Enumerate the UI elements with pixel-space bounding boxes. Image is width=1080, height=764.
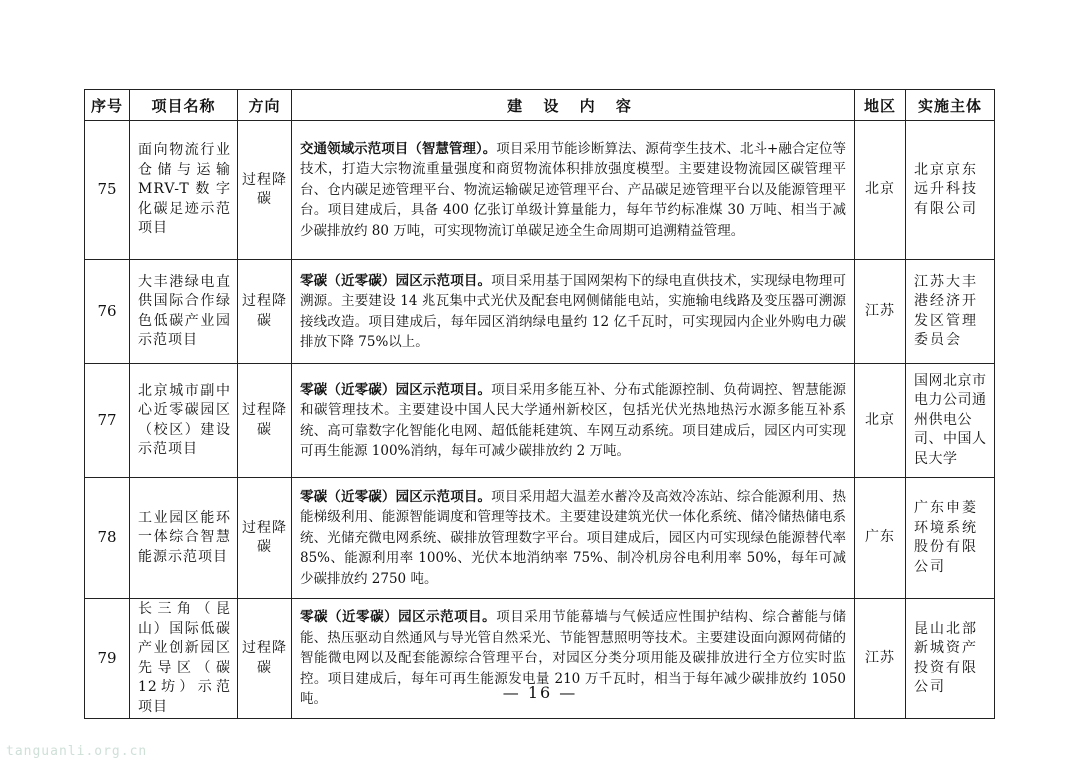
header-region: 地区	[855, 90, 906, 121]
row-org: 昆山北部新城资产投资有限公司	[906, 599, 995, 719]
row-direction: 过程降碳	[238, 599, 292, 719]
row-region: 广东	[855, 478, 906, 599]
row-content-body: 项目采用超大温差水蓄冷及高效冷冻站、综合能源利用、热能梯级利用、能源智能调度和管理等技术。主要建设建筑光伏一体化系统、储冷储热储电系统、光储充微电网系统、碳排放管理数字平台。项目建成后，园区内可实现绿色能源替代率 85%、能源利用率 100%、光伏本地消纳率 75%、制冷机房谷电利用率 50%，每年可减少碳排放约 2750 吨。	[300, 488, 847, 587]
row-region: 江苏	[855, 260, 906, 364]
row-content-lead: 零碳（近零碳）园区示范项目。	[300, 272, 492, 289]
row-project-name: 工业园区能环一体综合智慧能源示范项目	[130, 478, 238, 599]
header-org: 实施主体	[906, 90, 995, 121]
project-table-wrapper	[84, 89, 994, 719]
row-content	[292, 364, 855, 478]
row-region: 北京	[855, 121, 906, 260]
header-content: 建 设 内 容	[292, 90, 855, 121]
table-row	[85, 121, 995, 260]
row-region: 江苏	[855, 599, 906, 719]
row-content-lead: 零碳（近零碳）园区示范项目。	[300, 609, 497, 626]
row-content-body: 项目采用基于国网架构下的绿电直供技术，实现绿电物理可溯源。主要建设 14 兆瓦集中式光伏及配套电网侧储能电站，实施输电线路及变压器可溯源接线改造。项目建成后，每年园区消纳绿电量约 12 亿千瓦时，可实现园内企业外购电力碳排放下降 75%以上。	[300, 272, 847, 350]
row-content-lead: 交通领域示范项目（智慧管理）。	[300, 140, 497, 157]
row-content	[292, 260, 855, 364]
row-seq: 76	[85, 260, 130, 364]
row-content	[292, 478, 855, 599]
project-table	[84, 89, 995, 719]
table-header-row	[85, 90, 995, 121]
row-seq: 79	[85, 599, 130, 719]
row-content-body: 项目采用节能幕墙与气候适应性围护结构、综合蓄能与储能、热压驱动自然通风与导光管自然采光、节能智慧照明等技术。主要建设面向源网荷储的智能微电网以及配套能源综合管理平台，对园区分类分项用能及碳排放进行全方位实时监控。项目建成后，每年可再生能源发电量 210 万千瓦时，相当于每年减少碳排放约 1050 吨。	[300, 609, 847, 708]
row-org: 国网北京市电力公司通州供电公司、中国人民大学	[906, 364, 995, 478]
header-direction: 方向	[238, 90, 292, 121]
row-seq: 75	[85, 121, 130, 260]
table-row	[85, 478, 995, 599]
row-content	[292, 121, 855, 260]
row-org: 广东申菱环境系统股份有限公司	[906, 478, 995, 599]
row-direction: 过程降碳	[238, 121, 292, 260]
row-content-lead: 零碳（近零碳）园区示范项目。	[300, 381, 492, 398]
row-project-name: 面向物流行业仓储与运输MRV-T数字化碳足迹示范项目	[130, 121, 238, 260]
watermark-text: tanguanli.org.cn	[6, 744, 148, 759]
table-row	[85, 260, 995, 364]
row-project-name: 大丰港绿电直供国际合作绿色低碳产业园示范项目	[130, 260, 238, 364]
row-content-body: 项目采用多能互补、分布式能源控制、负荷调控、智慧能源和碳管理技术。主要建设中国人民大学通州新校区，包括光伏光热地热污水源多能互补系统、高可靠数字化智能化电网、超低能耗建筑、车网互动系统。项目建成后，园区内可实现可再生能源 100%消纳，每年可减少碳排放约 2 万吨。	[300, 381, 847, 459]
row-org: 北京京东远升科技有限公司	[906, 121, 995, 260]
page-number: — 16 —	[502, 683, 578, 702]
header-name: 项目名称	[130, 90, 238, 121]
header-seq: 序号	[85, 90, 130, 121]
row-direction: 过程降碳	[238, 364, 292, 478]
row-direction: 过程降碳	[238, 260, 292, 364]
row-seq: 78	[85, 478, 130, 599]
row-content-body: 项目采用节能诊断算法、源荷孪生技术、北斗+融合定位等技术，打造大宗物流重量强度和商贸物流体积排放强度模型。主要建设物流园区碳管理平台、仓内碳足迹管理平台、物流运输碳足迹管理平台、产品碳足迹管理平台以及能源管理平台。项目建成后，具备 400 亿张订单级计算量能力，每年节约标准煤 30 万吨、相当于减少碳排放约 80 万吨，可实现物流订单碳足迹全生命周期可追溯精益管理。	[300, 140, 847, 239]
table-row	[85, 364, 995, 478]
row-content-lead: 零碳（近零碳）园区示范项目。	[300, 488, 492, 505]
row-project-name: 北京城市副中心近零碳园区（校区）建设示范项目	[130, 364, 238, 478]
row-org: 江苏大丰港经济开发区管理委员会	[906, 260, 995, 364]
row-seq: 77	[85, 364, 130, 478]
row-region: 北京	[855, 364, 906, 478]
row-direction: 过程降碳	[238, 478, 292, 599]
row-project-name: 长三角（昆山）国际低碳产业创新园区先导区（碳12坊）示范项目	[130, 599, 238, 719]
